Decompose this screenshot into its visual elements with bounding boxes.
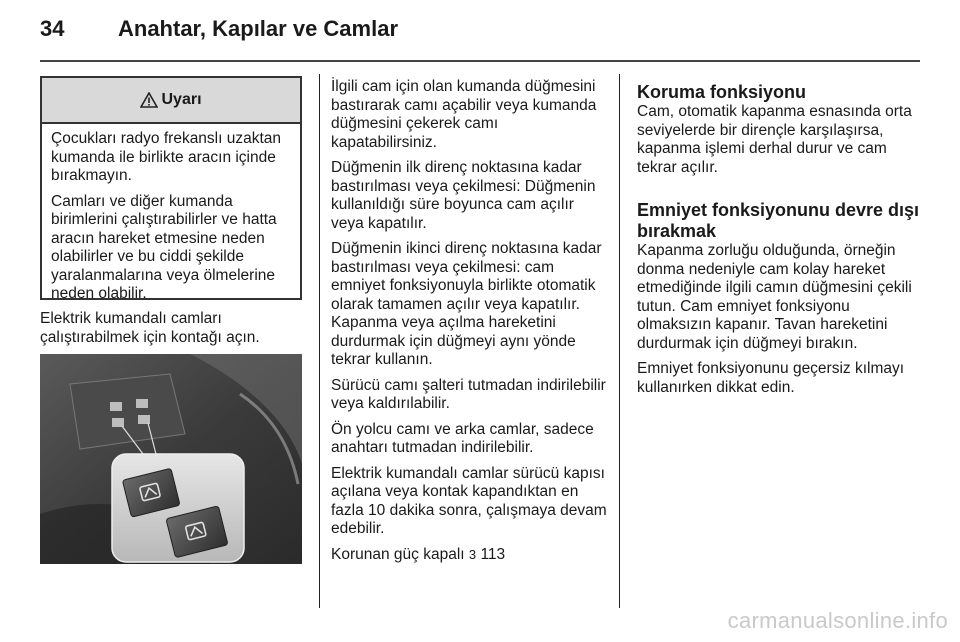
paragraph: Elektrik kumandalı camlar sürücü kapısı açılana veya kontak kapandıktan en fazla 10 dakika sonra, çalışmaya devam edebilir. xyxy=(331,464,607,537)
paragraph: Cam, otomatik kapanma esnasında orta seviyelerde bir dirençle karşılaşırsa, kapanma işlemi derhal durur ve cam tekrar açılır. xyxy=(637,103,912,176)
section-heading-override: Emniyet fonksiyonunu devre dışı bırakmak xyxy=(637,200,920,241)
chapter-title: Anahtar, Kapılar ve Camlar xyxy=(118,16,399,41)
cross-reference[interactable] xyxy=(331,546,607,565)
reference-page[interactable]: 113 xyxy=(480,545,506,563)
warning-body xyxy=(42,124,300,304)
warning-box xyxy=(40,76,302,300)
paragraph: Sürücü camı şalteri tutmadan indirilebilir veya kaldırılabilir. xyxy=(331,376,606,412)
middle-column xyxy=(331,78,607,571)
warning-title: Uyarı xyxy=(161,91,202,108)
paragraph: Emniyet fonksiyonunu geçersiz kılmayı kullanırken dikkat edin. xyxy=(637,360,905,396)
paragraph: İlgili cam için olan kumanda düğmesini bastırarak camı açabilir veya kumanda düğmesini çekerek camı kapatabilirsiniz. xyxy=(331,78,597,151)
header-divider xyxy=(40,60,920,62)
paragraph: Düğmenin ikinci direnç noktasına kadar bastırılması veya çekilmesi: cam emniyet fonksiyonuyla birlikte otomatik olarak tamamen açılır veya kapatılır. Kapanma veya açılma hareketini durdurmak için düğmeyi aynı yönde tekrar kullanın. xyxy=(331,240,602,368)
ignition-instruction: Elektrik kumandalı camları çalıştırabilmek için kontağı açın. xyxy=(40,310,260,346)
right-column xyxy=(637,82,927,404)
column-divider-right xyxy=(619,74,620,608)
paragraph: Düğmenin ilk direnç noktasına kadar bastırılması veya çekilmesi: Düğmenin kullanıldığı süre boyunca cam açılır veya kapatılır. xyxy=(331,159,596,232)
warning-triangle-icon xyxy=(140,92,158,108)
column-divider-left xyxy=(319,74,320,608)
paragraph: Ön yolcu camı ve arka camlar, sadece anahtarı tutmadan indirilebilir. xyxy=(331,420,594,456)
warning-paragraph: Çocukları radyo frekanslı uzaktan kumanda ile birlikte aracın içinde bırakmayın. xyxy=(51,130,282,184)
page-number: 34 xyxy=(40,16,65,41)
page-header xyxy=(40,14,920,54)
watermark: carmanualsonline.info xyxy=(727,608,948,633)
reference-text: Korunan güç kapalı xyxy=(331,545,465,563)
paragraph: Kapanma zorluğu olduğunda, örneğin donma nedeniyle cam kolay hareket etmediğinde ilgili camın düğmesini çekili tutun. Cam emniyet fonksiyonu olmaksızın kapanır. Tavan hareketini durdurmak için düğmeyi bırakın. xyxy=(637,242,912,352)
warning-header xyxy=(42,78,300,124)
window-switch-photo xyxy=(40,354,302,564)
reference-arrow-icon: 3 xyxy=(468,546,477,562)
warning-paragraph: Camları ve diğer kumanda birimlerini çalıştırabilirler ve hatta aracın hareket etmesine neden olabilirler ve bu ciddi şekilde yaralanmalarına veya ölmelerine neden olabilir. xyxy=(51,192,277,302)
section-heading-protection: Koruma fonksiyonu xyxy=(637,82,807,102)
left-column-text xyxy=(40,310,310,354)
